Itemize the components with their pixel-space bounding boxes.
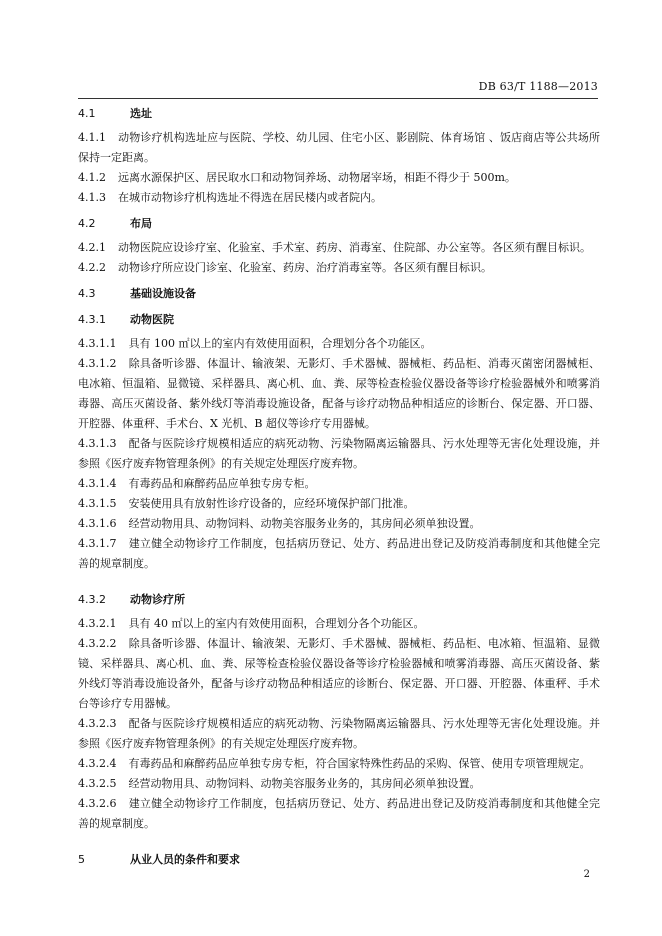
clause-number: 4.3.2.5	[78, 777, 117, 790]
clause-paragraph	[78, 774, 600, 794]
clause-number: 4.1.3	[78, 191, 106, 204]
clause-text: 除具备听诊器、体温计、输液架、无影灯、手术器械、器械柜、药品柜、消毒灭菌密闭器械柜、电冰箱、恒温箱、显微镜、采样器具、离心机、血、粪、尿等检查检验仪器设备等诊疗检验器械外和喷雾消毒器、高压灭菌设备、紫外线灯等消毒设施设备，配备与诊疗动物品种相适应的诊断台、保定器、开口器、开腔器、体重秤、手术台、X 光机、B 超仪等诊疗专用器械。	[78, 357, 600, 430]
clause-text: 在城市动物诊疗机构选址不得选在居民楼内或者院内。	[118, 191, 382, 204]
clause-text: 经营动物用具、动物饲料、动物美容服务业务的，其房间必须单独设置。	[128, 777, 481, 790]
paragraph-gap	[78, 834, 600, 844]
clause-paragraph	[78, 258, 600, 278]
section-title: 选址	[130, 107, 152, 120]
clause-paragraph	[78, 188, 600, 208]
clause-number: 4.3.2.3	[78, 717, 117, 730]
document-body	[78, 104, 600, 874]
section-title: 布局	[130, 217, 152, 230]
section-number: 4.2	[78, 217, 96, 230]
section-number: 4.1	[78, 107, 96, 120]
section-title: 动物诊疗所	[130, 593, 185, 606]
clause-paragraph	[78, 334, 600, 354]
clause-paragraph	[78, 754, 600, 774]
clause-paragraph	[78, 794, 600, 834]
clause-text: 除具备听诊器、体温计、输液架、无影灯、手术器械、器械柜、药品柜、电冰箱、恒温箱、显微镜、采样器具、离心机、血、粪、尿等检查检验仪器设备等诊疗检验器械和喷雾消毒器、高压灭菌设备、紫外线灯等消毒设施设备外，配备与诊疗动物品种相适应的诊断台、保定器、开口器、开腔器、体重秤、手术台等诊疗专用器械。	[78, 637, 600, 710]
clause-paragraph	[78, 614, 600, 634]
clause-text: 配备与医院诊疗规模相适应的病死动物、污染物隔离运输器具、污水处理等无害化处理设施。并参照《医疗废弃物管理条例》的有关规定处理医疗废弃物。	[78, 717, 600, 750]
clause-number: 4.3.1.1	[78, 337, 117, 350]
clause-paragraph	[78, 168, 600, 188]
clause-text: 具有 40 ㎡以上的室内有效使用面积，合理划分各个功能区。	[128, 617, 425, 630]
clause-text: 动物诊疗机构选址应与医院、学校、幼儿园、住宅小区、影剧院、体育场馆 、饭店商店等公共场所保持一定距离。	[78, 131, 600, 164]
clause-text: 有毒药品和麻醉药品应单独专房专柜。	[128, 477, 316, 490]
section-heading	[78, 104, 600, 124]
section-heading	[78, 850, 600, 870]
clause-number: 4.3.2.1	[78, 617, 117, 630]
paragraph-gap	[78, 574, 600, 584]
clause-paragraph	[78, 494, 600, 514]
section-title: 从业人员的条件和要求	[130, 853, 240, 866]
clause-number: 4.3.2.6	[78, 797, 117, 810]
clause-text: 远离水源保护区、居民取水口和动物饲养场、动物屠宰场，相距不得少于 500m。	[118, 171, 516, 184]
clause-paragraph	[78, 534, 600, 574]
section-number: 5	[78, 853, 85, 866]
clause-number: 4.3.1.6	[78, 517, 117, 530]
clause-paragraph	[78, 238, 600, 258]
clause-paragraph	[78, 434, 600, 474]
clause-text: 动物医院应设诊疗室、化验室、手术室、药房、消毒室、住院部、办公室等。各区须有醒目标识。	[118, 241, 591, 254]
clause-number: 4.3.2.2	[78, 637, 117, 650]
clause-number: 4.3.1.2	[78, 357, 117, 370]
section-heading	[78, 214, 600, 234]
clause-text: 建立健全动物诊疗工作制度，包括病历登记、处方、药品进出登记及防疫消毒制度和其他健全完善的规章制度。	[78, 537, 600, 570]
section-title: 基础设施设备	[130, 287, 196, 300]
clause-number: 4.2.1	[78, 241, 106, 254]
clause-text: 配备与医院诊疗规模相适应的病死动物、污染物隔离运输器具、污水处理等无害化处理设施，并参照《医疗废弃物管理条例》的有关规定处理医疗废弃物。	[78, 437, 600, 470]
clause-number: 4.3.1.7	[78, 537, 117, 550]
clause-number: 4.2.2	[78, 261, 106, 274]
clause-number: 4.3.2.4	[78, 757, 117, 770]
section-title: 动物医院	[130, 313, 174, 326]
clause-number: 4.3.1.5	[78, 497, 117, 510]
section-heading	[78, 590, 600, 610]
clause-text: 安装使用具有放射性诊疗设备的，应经环境保护部门批准。	[128, 497, 415, 510]
section-number: 4.3.2	[78, 593, 106, 606]
clause-paragraph	[78, 714, 600, 754]
clause-text: 经营动物用具、动物饲料、动物美容服务业务的，其房间必须单独设置。	[128, 517, 481, 530]
clause-paragraph	[78, 474, 600, 494]
clause-number: 4.3.1.4	[78, 477, 117, 490]
clause-paragraph	[78, 514, 600, 534]
clause-paragraph	[78, 634, 600, 714]
section-number: 4.3	[78, 287, 96, 300]
clause-text: 建立健全动物诊疗工作制度，包括病历登记、处方、药品进出登记及防疫消毒制度和其他健全完善的规章制度。	[78, 797, 600, 830]
section-number: 4.3.1	[78, 313, 106, 326]
clause-number: 4.1.2	[78, 171, 106, 184]
clause-text: 动物诊疗所应设门诊室、化验室、药房、治疗消毒室等。各区须有醒目标识。	[118, 261, 492, 274]
clause-text: 有毒药品和麻醉药品应单独专房专柜，符合国家特殊性药品的采购、保管、使用专项管理规定。	[128, 757, 591, 770]
document-code: DB 63/T 1188—2013	[478, 80, 598, 93]
section-heading	[78, 310, 600, 330]
clause-number: 4.1.1	[78, 131, 106, 144]
clause-paragraph	[78, 354, 600, 434]
header-rule	[78, 98, 598, 99]
clause-paragraph	[78, 128, 600, 168]
page-number: 2	[583, 869, 590, 880]
clause-text: 具有 100 ㎡以上的室内有效使用面积，合理划分各个功能区。	[128, 337, 432, 350]
clause-number: 4.3.1.3	[78, 437, 117, 450]
section-heading	[78, 284, 600, 304]
